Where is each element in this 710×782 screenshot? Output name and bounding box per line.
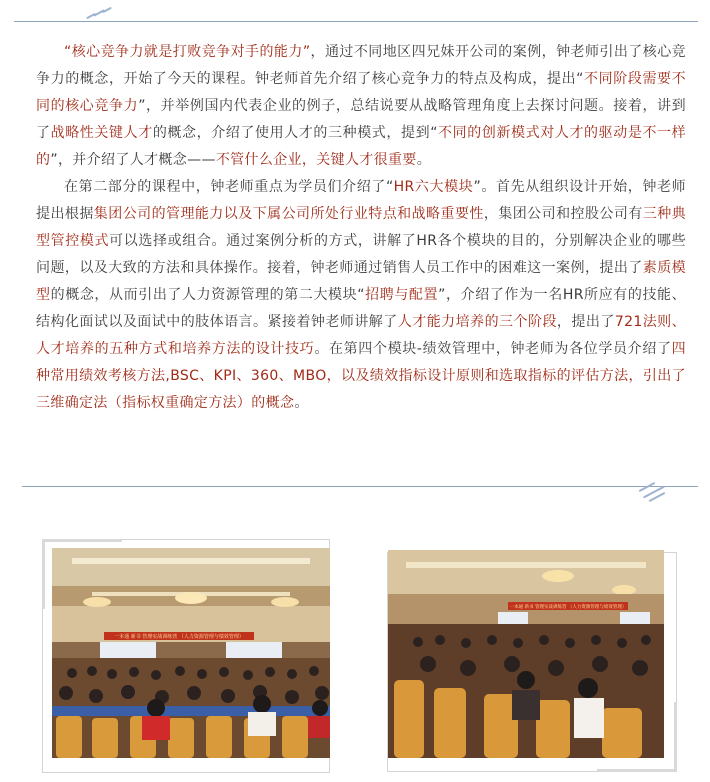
highlight-text: 721法则、人才培养的五种方式和培养方法的设计技巧 [36,314,686,357]
top-stripe-decoration [84,4,114,22]
body-text: ”。首先从组织设计开始，钟老师提出根据 [36,179,686,222]
seminar-photo-side [388,550,664,758]
body-text: ，集团公司和控股公司有 [483,206,643,222]
highlight-text: 人才能力培养的三个阶段 [397,314,557,330]
highlight-text: 招聘与配置 [364,287,439,303]
body-text: ，通过不同地区四兄妹开公司的案例，钟老师引出了核心竞争力的概念，开始了今天的课程。钟老师首先介绍了核心竞争力的特点及构成，提出“ [36,44,686,87]
bottom-stripe-decoration [636,478,672,502]
article-body [36,39,686,417]
highlight-text: 素质模型 [36,260,686,303]
highlight-text: “核心竞争力就是打败竞争对手的能力” [64,44,311,60]
seminar-photo-wide [52,548,330,758]
body-text: 可以选择或组合。通过案例分析的方式，讲解了HR各个模块的目的，分别解决企业的哪些问题，以及大致的方法和具体操作。接着，钟老师通过销售人员工作中的困难这一案例，提出了 [36,233,686,276]
paragraph-core-competence [36,39,686,174]
highlight-text: 不同的创新模式对人才的驱动是不一样的 [36,125,686,168]
paragraph-hr-modules [36,174,686,417]
bottom-divider-line [22,486,698,487]
highlight-text: 四种常用绩效考核方法,BSC、KPI、360、MBO，以及绩效指标设计原则和选取指标的评估方法，引出了三维确定法（指标权重确定方法）的概念 [36,341,686,411]
highlight-text: 战略性关键人才 [50,125,153,141]
body-text: 的概念，从而引出了人力资源管理的第二大模块“ [50,287,365,303]
body-text: 。 [294,395,309,411]
body-text: 在第二部分的课程中，钟老师重点为学员们介绍了“ [64,179,394,195]
body-text: ，提出了 [556,314,615,330]
banner-text-wide: 一本通 新书 管理实战训练营 （人力资源管理与绩效管理） [114,634,244,640]
highlight-text: HR六大模块 [393,179,474,195]
body-text: 。 [416,152,432,168]
body-text: ”，并介绍了人才概念—— [50,152,216,168]
body-text: ”，并举例国内代表企业的例子，总结说要从战略管理角度上去探讨问题。接着，讲到了 [36,98,686,141]
body-text: ”，介绍了作为一名HR所应有的技能、结构化面试以及面试中的肢体语言。紧接着钟老师讲解了 [36,287,687,330]
body-text: 的概念，介绍了使用人才的三种模式，提到“ [152,125,438,141]
top-divider-line [14,21,698,22]
highlight-text: 集团公司的管理能力以及下属公司所处行业特点和战略重要性 [93,206,484,222]
body-text: 。在第四个模块-绩效管理中，钟老师为各位学员介绍了 [314,341,672,357]
highlight-text: 不管什么企业，关键人才很重要 [215,152,417,168]
highlight-text: 三种典型管控模式 [36,206,686,249]
highlight-text: 不同阶段需要不同的核心竞争力 [36,71,686,114]
banner-text-side: 一本通 新书 管理实战训练营 （人力资源管理与绩效管理） [509,605,627,610]
